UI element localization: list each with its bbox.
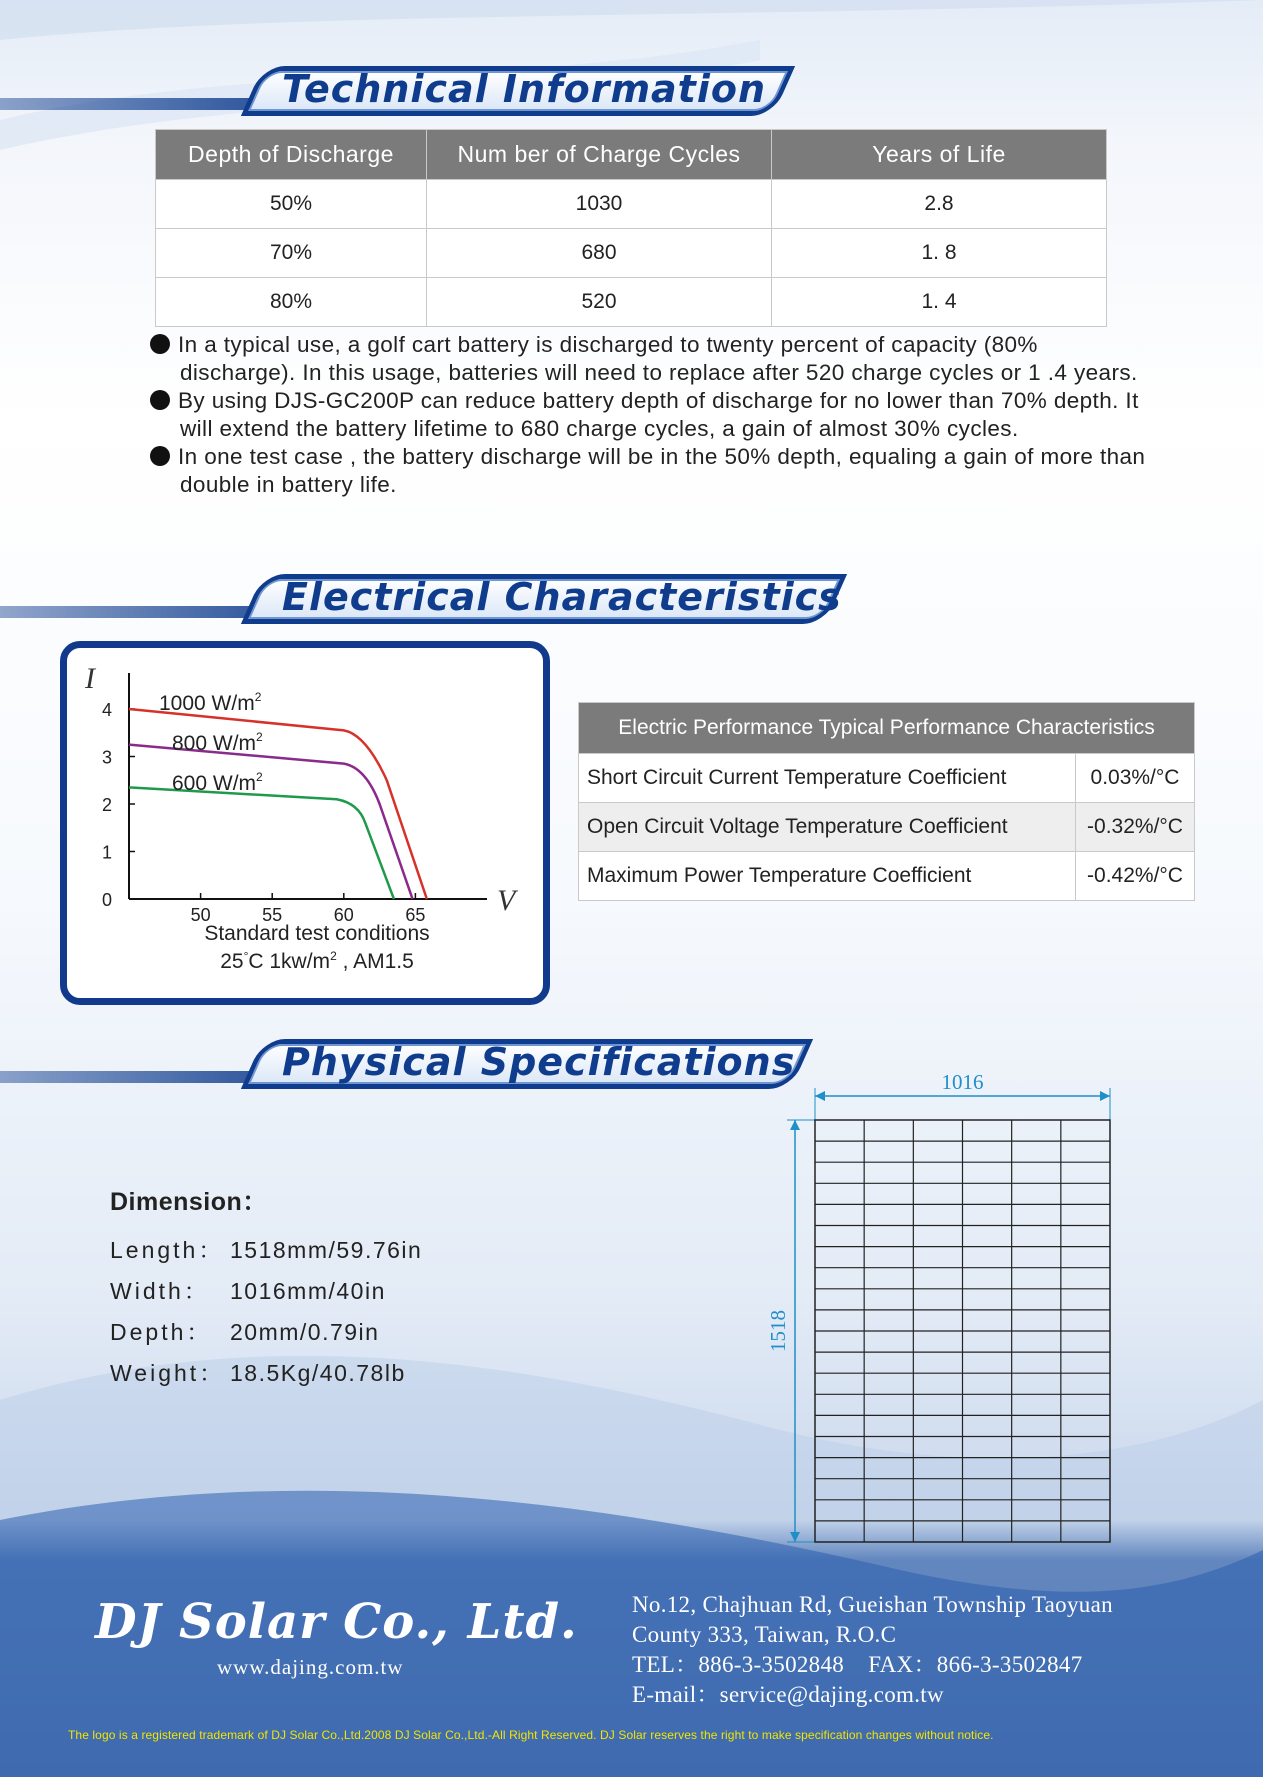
- dimension-key: Weight：: [110, 1360, 226, 1386]
- column-header: Num ber of Charge Cycles: [427, 130, 772, 180]
- caption-part: °: [243, 949, 249, 963]
- arrow-icon: [790, 1120, 800, 1130]
- y-tick-label: 1: [102, 842, 113, 863]
- website-text: www.dajing.com.tw: [217, 1655, 404, 1679]
- series-label-sup: 2: [256, 730, 263, 744]
- table-cell: Open Circuit Voltage Temperature Coefficient: [579, 803, 1076, 852]
- iv-curve-chart: [67, 648, 543, 998]
- section-header-electrical: [224, 568, 842, 620]
- table-cell: 1030: [427, 180, 772, 229]
- table-cell: 1. 8: [772, 229, 1107, 278]
- series-line: [129, 787, 394, 899]
- address-line: No.12, Chajhuan Rd, Gueishan Township Taoyuan: [632, 1592, 1113, 1617]
- bullet-item: In a typical use, a golf cart battery is discharged to twenty percent of capacity (80% discharge). In this usage, batteries will need to replace after 520 charge cycles or 1 .4 years.: [150, 331, 1150, 387]
- column-header: Years of Life: [772, 130, 1107, 180]
- technical-table: [155, 129, 1107, 327]
- dimension-row: [110, 1353, 422, 1394]
- table-cell: 680: [427, 229, 772, 278]
- y-tick-label: 3: [102, 747, 113, 768]
- y-axis-label: I: [85, 662, 95, 695]
- x-tick-label: 65: [405, 905, 426, 925]
- arrow-icon: [1100, 1091, 1110, 1101]
- x-tick-label: 55: [262, 905, 283, 925]
- x-tick-label: 60: [333, 905, 354, 925]
- caption-part: C 1kw/m: [248, 950, 331, 973]
- phone-fax: TEL：886-3-3502848 FAX：866-3-3502847: [632, 1652, 1083, 1677]
- series-label-text: 600 W/m: [172, 772, 257, 795]
- performance-table-header: Electric Performance Typical Performance Characteristics: [579, 703, 1195, 754]
- dimension-value: 18.5Kg/40.78lb: [230, 1360, 406, 1386]
- table-cell: 1. 4: [772, 278, 1107, 327]
- bullet-icon: [150, 446, 170, 466]
- y-tick-label: 4: [102, 700, 113, 720]
- bullet-icon: [150, 390, 170, 410]
- dimension-value: 1016mm/40in: [230, 1278, 386, 1304]
- x-tick-label: 50: [190, 905, 211, 925]
- table-cell: Short Circuit Current Temperature Coefficient: [579, 754, 1076, 803]
- table-cell: 70%: [156, 229, 427, 278]
- series-label-sup: 2: [256, 770, 263, 784]
- email: E-mail：service@dajing.com.tw: [632, 1682, 944, 1707]
- table-row: [579, 754, 1195, 803]
- x-axis-label: V: [497, 884, 516, 917]
- dimension-block: [110, 1182, 422, 1394]
- caption-part: 25: [220, 950, 244, 973]
- table-cell: 50%: [156, 180, 427, 229]
- contact-block: [632, 1590, 1113, 1710]
- table-row: [156, 278, 1107, 327]
- section-title: Electrical Characteristics: [282, 575, 842, 619]
- table-row: [579, 803, 1195, 852]
- table-row: [156, 180, 1107, 229]
- series-label-sup: 2: [254, 690, 262, 704]
- table-row: [156, 229, 1107, 278]
- width-dimension-label: 1016: [941, 1070, 984, 1094]
- caption-part: , AM1.5: [336, 950, 414, 973]
- bullet-list: [150, 331, 1150, 499]
- chart-caption: [220, 949, 414, 973]
- arrow-icon: [790, 1532, 800, 1542]
- arrow-icon: [815, 1091, 825, 1101]
- table-cell: 520: [427, 278, 772, 327]
- iv-curve-chart-frame: [60, 641, 550, 1005]
- dimension-row: [110, 1271, 422, 1312]
- table-cell: -0.42%/°C: [1076, 852, 1195, 901]
- section-title: Physical Specifications: [282, 1040, 796, 1084]
- table-cell: 2.8: [772, 180, 1107, 229]
- height-dimension-label: 1518: [766, 1310, 790, 1352]
- dimension-title: Dimension：: [110, 1188, 268, 1216]
- legal-notice: The logo is a registered trademark of DJ Solar Co.,Ltd.2008 DJ Solar Co.,Ltd.-All Right Reserved. DJ Solar reserves the right to make specification changes without notice.: [68, 1728, 994, 1742]
- section-header-technical: [224, 60, 784, 112]
- panel-dimension-drawing: [760, 1070, 1120, 1550]
- dimension-row: [110, 1230, 422, 1271]
- series-label: [159, 690, 262, 715]
- y-tick-label: 2: [102, 795, 113, 815]
- bullet-item: By using DJS-GC200P can reduce battery depth of discharge for no lower than 70% depth. It will extend the battery lifetime to 680 charge cycles, a gain of almost 30% cycles.: [150, 387, 1150, 443]
- dimension-key: Width：: [110, 1278, 210, 1304]
- column-header: Depth of Discharge: [156, 130, 427, 180]
- y-tick-label: 0: [102, 890, 113, 910]
- series-label-text: 800 W/m: [172, 732, 257, 755]
- dimension-key: Depth：: [110, 1319, 213, 1345]
- table-cell: Maximum Power Temperature Coefficient: [579, 852, 1076, 901]
- company-logo-text: DJ Solar Co., Ltd.: [95, 1594, 578, 1650]
- address-line: County 333, Taiwan, R.O.C: [632, 1622, 897, 1647]
- caption-part: 2: [330, 949, 337, 963]
- bullet-item: In one test case , the battery discharge will be in the 50% depth, equaling a gain of more than double in battery life.: [150, 443, 1150, 499]
- table-cell: 0.03%/°C: [1076, 754, 1195, 803]
- chart-caption: Standard test conditions: [204, 922, 430, 945]
- dimension-key: Length：: [110, 1237, 225, 1263]
- performance-table: [578, 702, 1195, 901]
- section-header-physical: [224, 1033, 802, 1085]
- series-label: [172, 770, 263, 795]
- dimension-value: 1518mm/59.76in: [230, 1237, 423, 1263]
- series-label-text: 1000 W/m: [159, 692, 255, 715]
- series-label: [172, 730, 263, 755]
- dimension-row: [110, 1312, 422, 1353]
- section-title: Technical Information: [282, 67, 767, 111]
- series-line: [129, 745, 413, 899]
- bullet-icon: [150, 334, 170, 354]
- table-cell: 80%: [156, 278, 427, 327]
- table-row: [579, 852, 1195, 901]
- dimension-value: 20mm/0.79in: [230, 1319, 380, 1345]
- table-cell: -0.32%/°C: [1076, 803, 1195, 852]
